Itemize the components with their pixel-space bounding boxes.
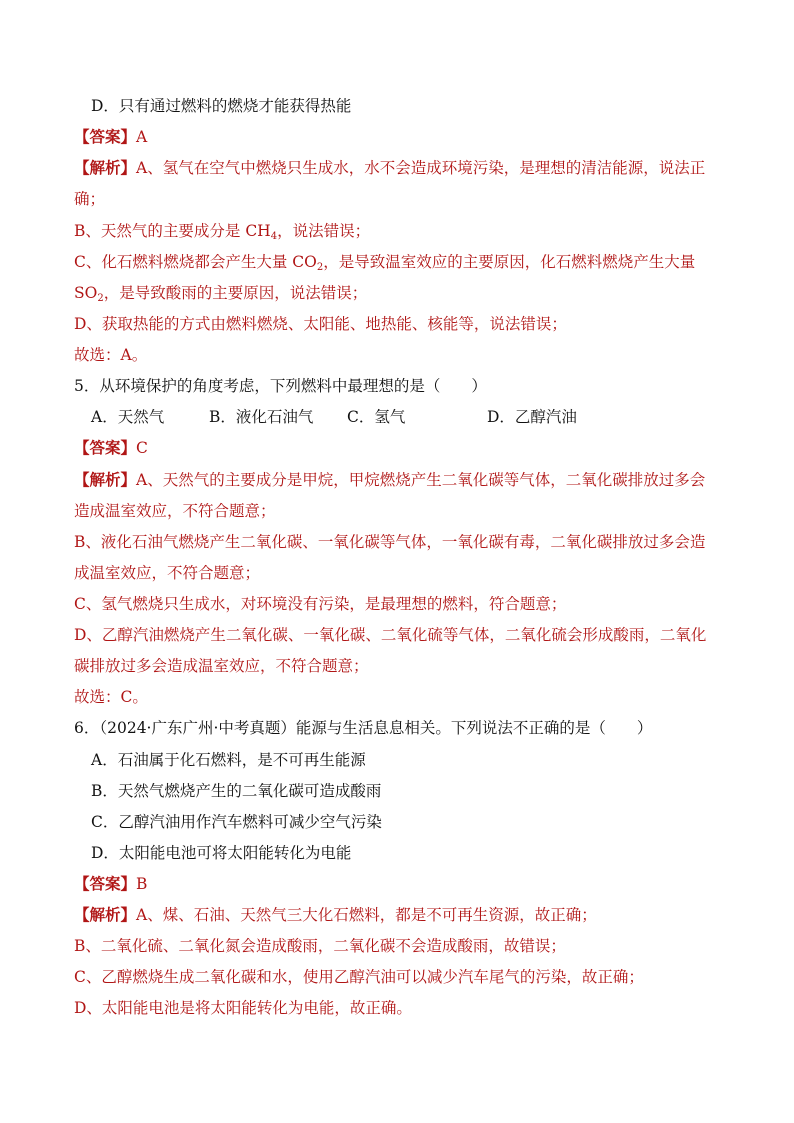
q6-analysis-d: D、太阳能电池是将太阳能转化为电能，故正确。 xyxy=(74,999,412,1017)
q5-answer xyxy=(74,437,734,459)
q4-option-d: D．只有通过燃料的燃烧才能获得热能 xyxy=(91,97,352,115)
q4-conclusion: 故选：A。 xyxy=(74,346,148,364)
q5-analysis-c: C、氢气燃烧只生成水，对环境没有污染，是最理想的燃料，符合题意； xyxy=(74,595,567,613)
answer-value: C xyxy=(136,439,148,457)
q5-option-a: A．天然气 xyxy=(91,408,165,426)
q4-analysis-b xyxy=(74,220,734,242)
analysis-text: C、化石燃料燃烧都会产生大量 CO xyxy=(74,253,317,271)
q6-analysis-c: C、乙醇燃烧生成二氧化碳和水，使用乙醇汽油可以减少汽车尾气的污染，故正确； xyxy=(74,968,644,986)
q6-answer xyxy=(74,873,734,895)
q5-stem: 5．从环境保护的角度考虑，下列燃料中最理想的是（ ） xyxy=(74,377,487,395)
q6-analysis-a xyxy=(74,904,734,926)
answer-value: A xyxy=(136,128,148,146)
analysis-text: SO xyxy=(74,284,98,302)
subscript: 2 xyxy=(97,293,104,304)
analysis-tag: 【解析】 xyxy=(74,470,137,489)
analysis-text: A、煤、石油、天然气三大化石燃料，都是不可再生资源，故正确； xyxy=(136,906,597,924)
q5-analysis-d-cont: 碳排放过多会造成温室效应，不符合题意； xyxy=(74,657,369,675)
q6-option-a: A．石油属于化石燃料，是不可再生能源 xyxy=(91,751,366,769)
q4-answer xyxy=(74,126,734,148)
q5-analysis-line-2: 造成温室效应，不符合题意； xyxy=(74,502,276,520)
q6-option-b: B．天然气燃烧产生的二氧化碳可造成酸雨 xyxy=(91,782,382,800)
q4-analysis-c xyxy=(74,251,734,273)
answer-tag: 【答案】 xyxy=(74,874,137,893)
analysis-text: A、天然气的主要成分是甲烷，甲烷燃烧产生二氧化碳等气体，二氧化碳排放过多会 xyxy=(136,471,706,489)
analysis-text: B、天然气的主要成分是 CH xyxy=(74,222,271,240)
q5-option-d: D．乙醇汽油 xyxy=(487,408,577,426)
q5-options xyxy=(91,406,734,428)
q5-analysis-d: D、乙醇汽油燃烧产生二氧化碳、一氧化碳、二氧化硫等气体，二氧化硫会形成酸雨，二氧化 xyxy=(74,626,707,644)
q5-analysis-b: B、液化石油气燃烧产生二氧化碳、一氧化碳等气体，一氧化碳有毒，二氧化碳排放过多会造 xyxy=(74,533,706,551)
q4-analysis-line-2: 确； xyxy=(74,190,106,208)
q5-option-c: C．氢气 xyxy=(347,408,406,426)
subscript: 2 xyxy=(316,262,324,273)
q6-analysis-b: B、二氧化硫、二氧化氮会造成酸雨，二氧化碳不会造成酸雨，故错误； xyxy=(74,937,566,955)
q5-analysis-line-1 xyxy=(74,469,734,491)
answer-tag: 【答案】 xyxy=(74,438,137,457)
q6-option-d: D．太阳能电池可将太阳能转化为电能 xyxy=(91,844,352,862)
q5-analysis-b-cont: 成温室效应，不符合题意； xyxy=(74,564,261,582)
subscript: 4 xyxy=(270,231,278,242)
answer-value: B xyxy=(136,875,148,893)
q5-option-b: B．液化石油气 xyxy=(209,408,314,426)
q5-conclusion: 故选：C。 xyxy=(74,688,148,706)
q4-analysis-d: D、获取热能的方式由燃料燃烧、太阳能、地热能、核能等，说法错误； xyxy=(74,315,567,333)
q6-stem: 6．（2024·广东广州·中考真题）能源与生活息息相关。下列说法不正确的是（ ） xyxy=(74,719,653,737)
analysis-text: A、氢气在空气中燃烧只生成水，水不会造成环境污染，是理想的清洁能源，说法正 xyxy=(136,159,706,177)
analysis-text: ，是导致酸雨的主要原因，说法错误； xyxy=(103,284,368,302)
analysis-text: ，说法错误； xyxy=(277,222,371,240)
analysis-tag: 【解析】 xyxy=(74,905,137,924)
answer-tag: 【答案】 xyxy=(74,127,137,146)
analysis-tag: 【解析】 xyxy=(74,158,137,177)
analysis-text: ，是导致温室效应的主要原因，化石燃料燃烧产生大量 xyxy=(323,253,696,271)
q4-analysis-c-cont xyxy=(74,282,734,304)
q4-analysis-line-1 xyxy=(74,157,734,179)
q6-option-c: C．乙醇汽油用作汽车燃料可减少空气污染 xyxy=(91,813,382,831)
